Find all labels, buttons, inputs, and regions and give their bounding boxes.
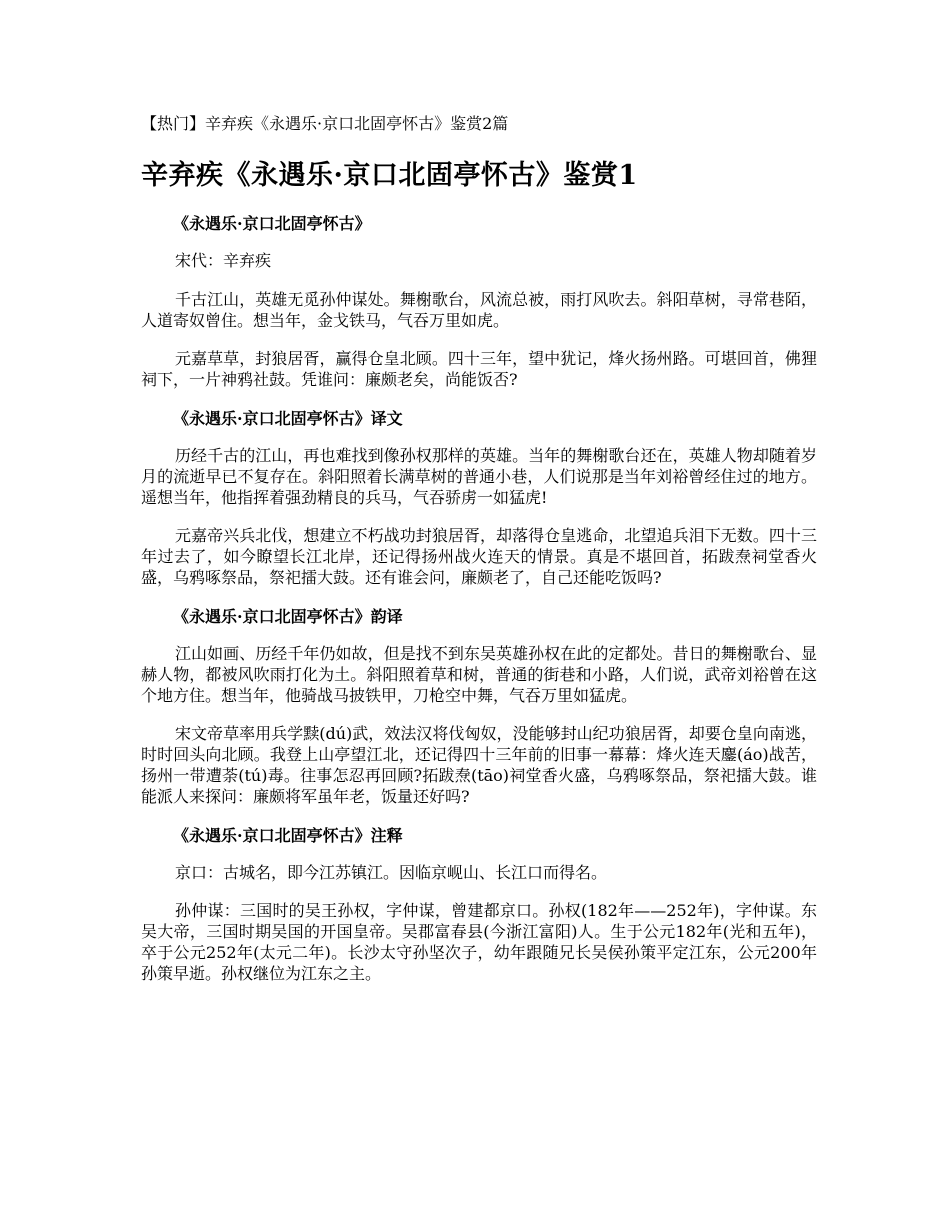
rhymed-translation-paragraph: 宋文帝草率用兵学黩(dú)武，效法汉将伐匈奴，没能够封山纪功狼居胥，却要仓皇向南逃，时时回头向北顾。我登上山亭望江北，还记得四十三年前的旧事一幕幕：烽火连天鏖(áo)战苦，扬州一带遭荼(tú)毒。往事怎忍再回顾?拓跋焘(tāo)祠堂香火盛，乌鸦啄祭品，祭祀擂大鼓。谁能派人来探问：廉颇将军虽年老，饭量还好吗?	[141, 724, 817, 806]
document-page	[141, 112, 817, 1001]
translation-heading: 《永遇乐·京口北固亭怀古》译文	[173, 409, 403, 428]
article-title: 辛弃疾《永遇乐·京口北固亭怀古》鉴赏1	[141, 160, 638, 191]
rhymed-translation-heading: 《永遇乐·京口北固亭怀古》韵译	[173, 607, 403, 626]
translation-paragraph: 历经千古的江山，再也难找到像孙权那样的英雄。当年的舞榭歌台还在，英雄人物却随着岁月的流逝早已不复存在。斜阳照着长满草树的普通小巷，人们说那是当年刘裕曾经住过的地方。遥想当年，他指挥着强劲精良的兵马，气吞骄虏一如猛虎!	[141, 446, 817, 507]
document-title: 【热门】辛弃疾《永遇乐·京口北固亭怀古》鉴赏2篇	[141, 114, 509, 133]
note-paragraph: 孙仲谋：三国时的吴王孙权，字仲谋，曾建都京口。孙权(182年——252年)，字仲谋。东吴大帝，三国时期吴国的开国皇帝。吴郡富春县(今浙江富阳)人。生于公元182年(光和五年)，卒于公元252年(太元二年)。长沙太守孙坚次子，幼年跟随兄长吴侯孙策平定江东，公元200年孙策早逝。孙权继位为江东之主。	[141, 901, 817, 983]
poem-heading: 《永遇乐·京口北固亭怀古》	[173, 214, 371, 233]
note-paragraph: 京口：古城名，即今江苏镇江。因临京岘山、长江口而得名。	[175, 863, 608, 882]
translation-paragraph: 元嘉帝兴兵北伐，想建立不朽战功封狼居胥，却落得仓皇逃命，北望追兵泪下无数。四十三年过去了，如今瞭望长江北岸，还记得扬州战火连天的情景。真是不堪回首，拓跋焘祠堂香火盛，乌鸦啄祭品，祭祀擂大鼓。还有谁会问，廉颇老了，自己还能吃饭吗?	[141, 526, 817, 587]
poem-author: 宋代：辛弃疾	[175, 251, 272, 270]
poem-stanza: 千古江山，英雄无觅孙仲谋处。舞榭歌台，风流总被，雨打风吹去。斜阳草树，寻常巷陌，人道寄奴曾住。想当年，金戈铁马，气吞万里如虎。	[141, 290, 817, 330]
notes-heading: 《永遇乐·京口北固亭怀古》注释	[173, 826, 403, 845]
rhymed-translation-paragraph: 江山如画、历经千年仍如故，但是找不到东吴英雄孙权在此的定都处。昔日的舞榭歌台、显赫人物，都被风吹雨打化为土。斜阳照着草和树，普通的街巷和小路，人们说，武帝刘裕曾在这个地方住。想当年，他骑战马披铁甲，刀枪空中舞，气吞万里如猛虎。	[141, 644, 817, 705]
poem-stanza: 元嘉草草，封狼居胥，赢得仓皇北顾。四十三年，望中犹记，烽火扬州路。可堪回首，佛狸祠下，一片神鸦社鼓。凭谁问：廉颇老矣，尚能饭否?	[141, 349, 817, 389]
